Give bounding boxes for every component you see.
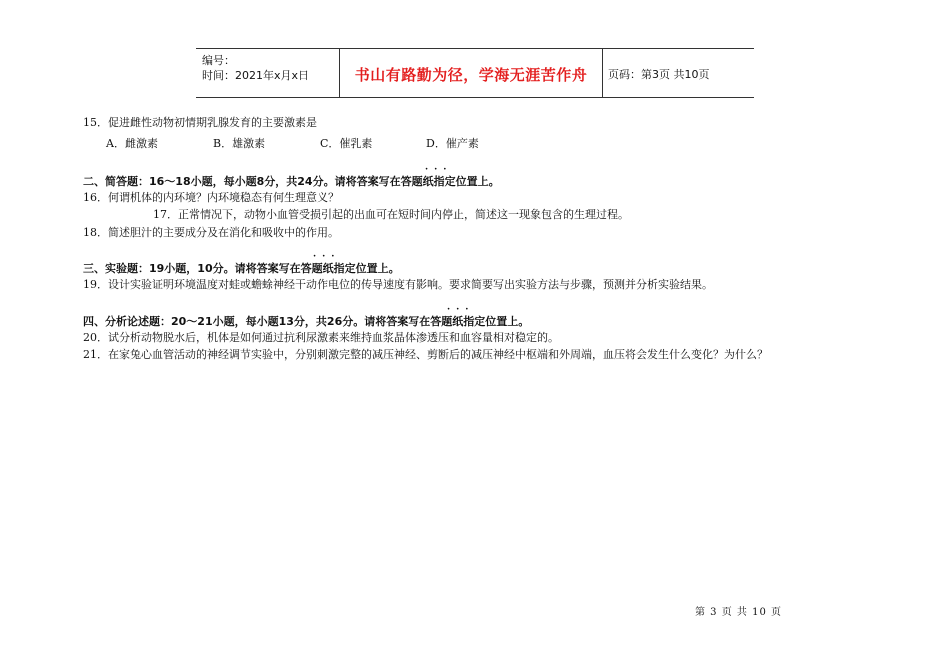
question-16: 16．何谓机体的内环境？内环境稳态有何生理意义？ — [83, 191, 339, 204]
q15-option-c: C．催乳素 — [320, 137, 373, 150]
emphasis-dots: ··· — [447, 305, 475, 315]
header-left-cell — [196, 49, 339, 97]
section-2-heading: 二、简答题：16～18小题，每小题8分，共24分。请将答案写在答题纸指定位置上。 — [83, 175, 500, 188]
q15-option-b: B．雄激素 — [213, 137, 266, 150]
question-15: 15．促进雌性动物初情期乳腺发育的主要激素是 — [83, 116, 317, 129]
page-info: 页码：第3页 共10页 — [608, 68, 710, 81]
page-header — [196, 48, 754, 98]
q15-option-d: D．催产素 — [426, 137, 479, 150]
question-21: 21．在家兔心血管活动的神经调节实验中，分别刺激完整的减压神经、剪断后的减压神经中枢端和外周端，血压将会发生什么变化？为什么？ — [83, 348, 768, 361]
page-footer: 第 3 页 共 10 页 — [695, 607, 782, 618]
header-motto-cell — [339, 49, 603, 97]
q15-option-a: A．雌激素 — [106, 137, 158, 150]
time-label: 时间：2021年x月x日 — [202, 69, 310, 82]
section-3-heading: 三、实验题：19小题，10分。请将答案写在答题纸指定位置上。 — [83, 262, 400, 275]
section-4-heading: 四、分析论述题：20～21小题，每小题13分，共26分。请将答案写在答题纸指定位置上。 — [83, 315, 530, 328]
question-19: 19．设计实验证明环境温度对蛙或蟾蜍神经干动作电位的传导速度有影响。要求简要写出实验方法与步骤，预测并分析实验结果。 — [83, 278, 713, 291]
serial-label: 编号： — [202, 54, 235, 67]
emphasis-dots: ··· — [425, 165, 453, 175]
header-right-cell — [602, 49, 754, 97]
emphasis-dots: ··· — [313, 252, 341, 262]
question-17: 17．正常情况下，动物小血管受损引起的出血可在短时间内停止，简述这一现象包含的生理过程。 — [153, 208, 629, 221]
question-20: 20．试分析动物脱水后，机体是如何通过抗利尿激素来维持血浆晶体渗透压和血容量相对稳定的。 — [83, 331, 559, 344]
question-18: 18．简述胆汁的主要成分及在消化和吸收中的作用。 — [83, 226, 339, 239]
motto-text: 书山有路勤为径，学海无涯苦作舟 — [354, 66, 588, 84]
